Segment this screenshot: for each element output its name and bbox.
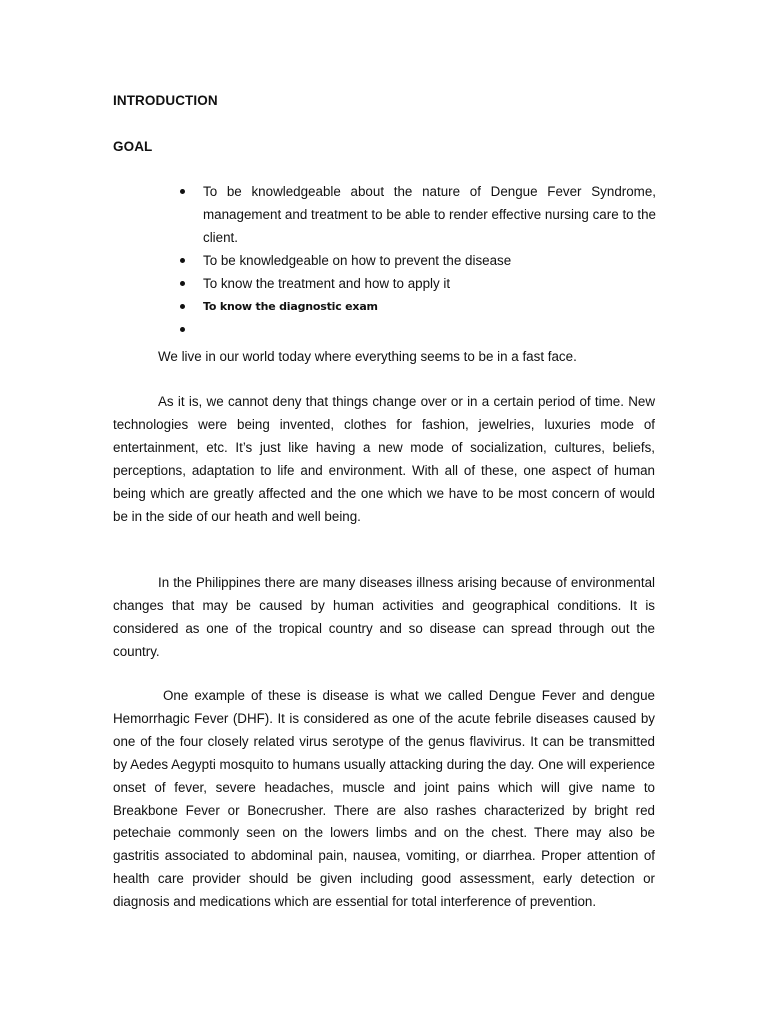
bullet-icon (180, 189, 185, 194)
goal-item (176, 272, 656, 295)
paragraph (113, 391, 655, 528)
goal-text: To be knowledgeable on how to prevent the disease (203, 253, 512, 268)
paragraph-text: One example of these is disease is what we called Dengue Fever and dengue Hemorrhagic Fever (DHF). It is considered as one of the acute febrile diseases caused by one of the four closely related virus serotype of the genus flavivirus. It can be transmitted by Aedes Aegypti mosquito to humans usually attacking during the day. One will experience onset of fever, severe headaches, muscle and joint pains which will give name to Breakbone Fever or Bonecrusher. There are also rashes characterized by bright red petechaie commonly seen on the lowers limbs and on the chest. There may also be gastritis associated to abdominal pain, nausea, vomiting, or diarrhea. Proper attention of health care provider should be given including good assessment, early detection or diagnosis and medications which are essential for total interference of prevention. (113, 688, 655, 910)
paragraph (113, 572, 655, 664)
goal-text: To know the treatment and how to apply it (203, 276, 451, 291)
paragraph (113, 346, 655, 369)
paragraph (113, 685, 655, 914)
bullet-icon (180, 327, 185, 332)
goal-item (176, 295, 656, 318)
goal-text: To know the diagnostic exam (203, 300, 378, 313)
paragraph-text: In the Philippines there are many diseases illness arising because of environmental changes that may be caused by human activities and geographical conditions. It is considered as one of the tropical country and so disease can spread through out the country. (113, 575, 655, 659)
paragraph-text: We live in our world today where everything seems to be in a fast face. (158, 349, 577, 364)
heading-goal: GOAL (113, 139, 153, 154)
goal-item (176, 249, 656, 272)
goal-text: To be knowledgeable about the nature of Dengue Fever Syndrome, management and treatment to be able to render effective nursing care to the client. (203, 184, 656, 245)
bullet-icon (180, 258, 185, 263)
goal-item (176, 180, 656, 249)
paragraph-text: As it is, we cannot deny that things change over or in a certain period of time. New technologies were being invented, clothes for fashion, jewelries, luxuries mode of entertainment, etc. It’s just like having a new mode of socialization, cultures, beliefs, perceptions, adaptation to life and environment. With all of these, one aspect of human being which are greatly affected and the one which we have to be most concern of would be in the side of our heath and well being. (113, 394, 655, 524)
goal-list (176, 180, 656, 341)
goal-item-empty (176, 318, 656, 341)
bullet-icon (180, 304, 185, 309)
bullet-icon (180, 281, 185, 286)
heading-introduction: INTRODUCTION (113, 93, 218, 108)
